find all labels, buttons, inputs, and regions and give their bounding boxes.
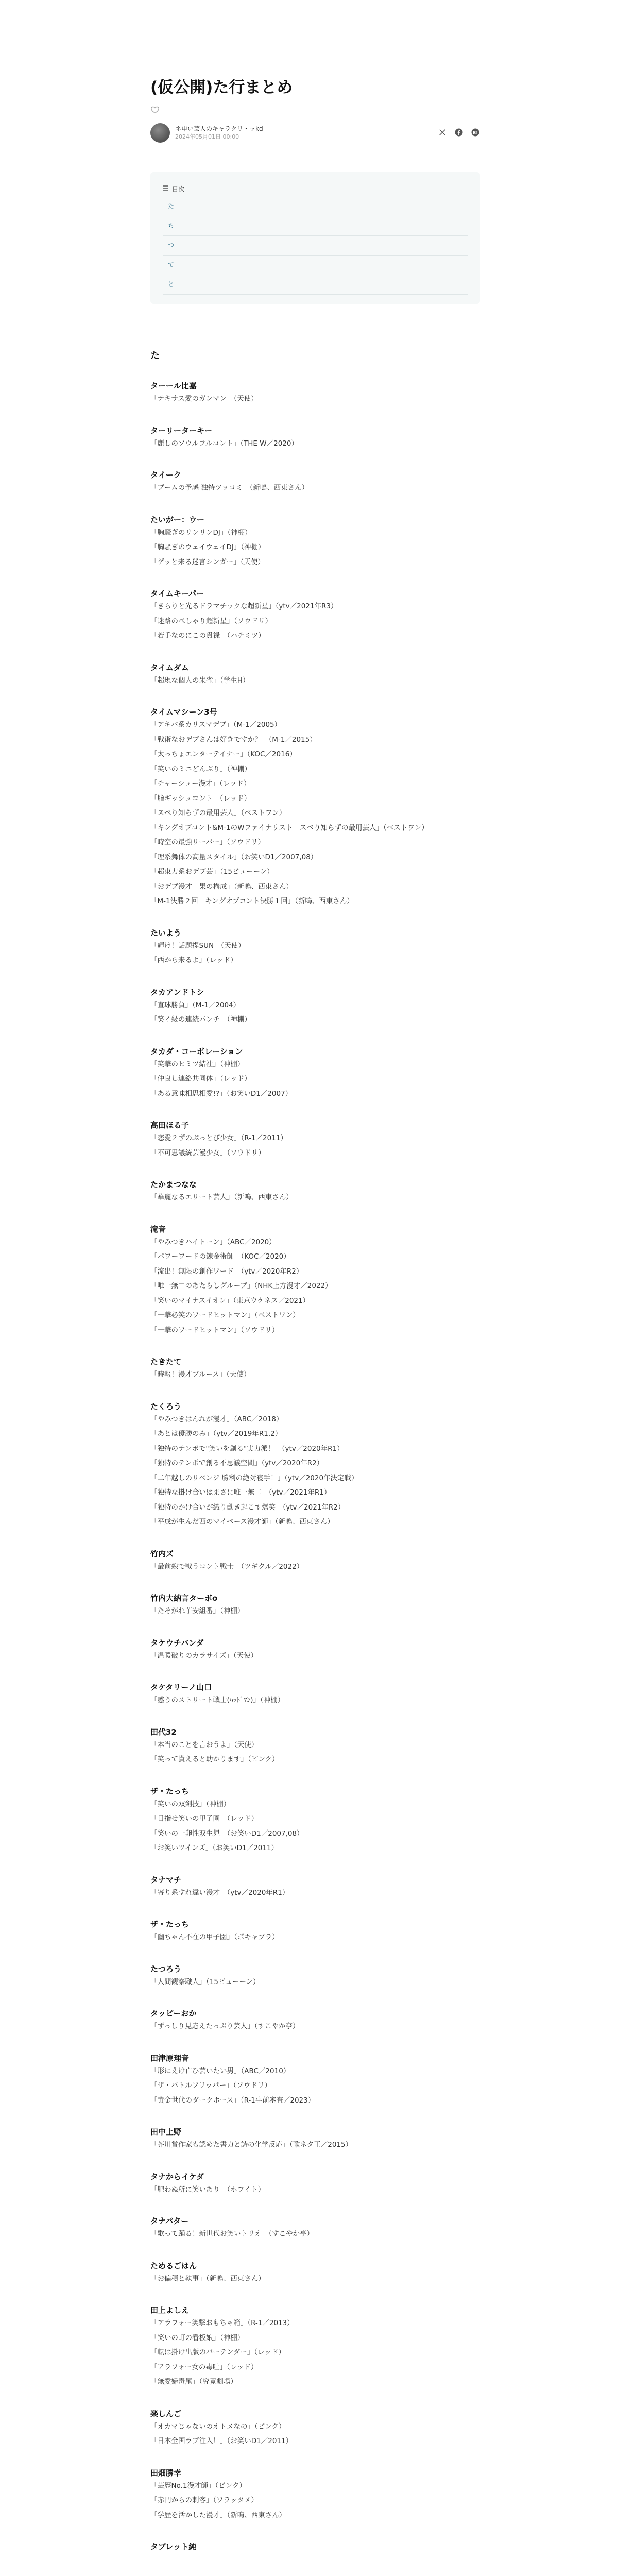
catchphrase-line: 「一撃必笑のワードヒットマン」（ベストワン） — [150, 1311, 300, 1320]
comedian-name: 竹内ズ — [150, 1549, 174, 1558]
svg-text:B!: B! — [472, 130, 478, 135]
comedian-entry — [150, 1874, 480, 1901]
comedian-name: タナマチ — [150, 1875, 182, 1885]
catchphrase-line: 「輝け！話題提SUN」（天使） — [150, 941, 245, 950]
comedian-entry — [150, 1046, 480, 1101]
catchphrase-line: 「アキバ系カリスマデブ」（M-1／2005） — [150, 721, 282, 730]
catchphrase-line: 「胸騒ぎのリンリンDJ」（神棚） — [150, 528, 252, 537]
comedian-name: 竹内大納言ターボo — [150, 1594, 218, 1603]
catchphrase-line: 「芸歴No.1漫才師」（ピンク） — [150, 2481, 246, 2490]
comedian-name: たいよう — [150, 928, 182, 938]
comedian-entry — [150, 1179, 480, 1205]
catchphrase-line: 「無愛婦毒尾」（究竟劇場） — [150, 2378, 237, 2386]
comedian-entry — [150, 2053, 480, 2108]
catchphrase-line: 「赤門からの刺客」（ワラッタメ） — [150, 2496, 258, 2505]
comedian-entry — [150, 1120, 480, 1160]
catchphrase-line: 「笑撃のヒミツ結社」（神棚） — [150, 1060, 245, 1069]
x-icon[interactable] — [438, 128, 447, 137]
catchphrase-line: 「笑って貰えると助かります」（ピンク） — [150, 1755, 279, 1764]
catchphrase-line: 「アラフォー笑撃おもちゃ箱」（R-1／2013） — [150, 2319, 294, 2328]
catchphrase-line: 「最前線で戦うコント戦士」（ツギクル／2022） — [150, 1562, 304, 1571]
catchphrase-line: 「時空の最強リーパー」（ソウドリ） — [150, 838, 265, 847]
comedian-name: たきたて — [150, 1357, 182, 1367]
comedian-entry — [150, 706, 480, 909]
catchphrase-line: 「笑いのマイナスイオン」（東京ウケネス／2021） — [150, 1296, 310, 1305]
comedian-name: 滝音 — [150, 1224, 166, 1234]
comedian-name: タナからイケダ — [150, 2172, 204, 2181]
catchphrase-line: 「日本全国ラブ注入！」（お笑いD1／2011） — [150, 2437, 293, 2446]
comedian-entry — [150, 1356, 480, 1382]
catchphrase-line: 「歌って踊る！新世代お笑いトリオ」（すこやか亭） — [150, 2230, 314, 2239]
comedian-name: ザ・たっち — [150, 1920, 190, 1929]
catchphrase-line: 「おデブ漫才 果の構成」（新鳴、西東さん） — [150, 882, 293, 891]
catchphrase-line: 「テキサス愛のガンマン」（天使） — [150, 395, 258, 403]
table-of-contents — [150, 172, 480, 304]
comedian-name: たくろう — [150, 1401, 182, 1411]
catchphrase-line: 「温暖破りのカラサイズ」（天使） — [150, 1651, 258, 1660]
catchphrase-line: 「お偏積と執事」（新鳴、西東さん） — [150, 2274, 265, 2283]
comedian-name: ターール比嘉 — [150, 381, 197, 391]
comedian-entry — [150, 987, 480, 1027]
comedian-list — [150, 380, 480, 2552]
catchphrase-line: 「オカマじゃないのオトメなの」（ピンク） — [150, 2422, 286, 2431]
article-title: (仮公開)た行まとめ — [150, 78, 293, 97]
catchphrase-line: 「胸騒ぎのウェイウェイDJ」（神棚） — [150, 543, 265, 552]
comedian-name: 楽しんご — [150, 2409, 182, 2418]
comedian-entry — [150, 1786, 480, 1856]
comedian-name: タカアンドトシ — [150, 987, 204, 997]
catchphrase-line: 「チャーシュー漫才」（レッド） — [150, 779, 251, 788]
catchphrase-line: 「芥川賞作家も認めた書力と詩の化学反応」（歌ネタ王／2015） — [150, 2141, 353, 2149]
catchphrase-line: 「平成が生んだ西のマイペース漫才師」（新鳴、西東さん） — [150, 1518, 334, 1527]
comedian-entry — [150, 514, 480, 570]
catchphrase-line: 「黄金世代のダークホース」（R-1事前審査／2023） — [150, 2096, 315, 2105]
catchphrase-line: 「惑うのストリート戦士(ﾊｯﾄﾞﾏﾝ)」（神棚） — [150, 1696, 285, 1705]
catchphrase-line: 「笑いのミニどんぶり」（神棚） — [150, 765, 251, 773]
catchphrase-line: 「本当のことを言おうよ」（天使） — [150, 1740, 259, 1749]
catchphrase-line: 「寄り系すれ違い漫才」（ytv／2020年R1） — [150, 1888, 289, 1897]
comedian-entry — [150, 1592, 480, 1619]
comedian-name: 田代32 — [150, 1727, 177, 1737]
catchphrase-line: 「迷路のぺしゃり超新星」（ソウドリ） — [150, 617, 272, 625]
catchphrase-line: 「太っちょエンターテイナー」（KOC／2016） — [150, 750, 297, 759]
catchphrase-line: 「たそがれ芋安組番」（神棚） — [150, 1607, 245, 1616]
catchphrase-line: 「目指せ笑いの甲子園」（レッド） — [150, 1815, 259, 1823]
comedian-name: 田中上野 — [150, 2127, 182, 2137]
catchphrase-line: 「超現な個人の朱雀」（学生H） — [150, 676, 250, 685]
comedian-entry — [150, 2541, 480, 2552]
comedian-entry — [150, 380, 480, 406]
comedian-name: ザ・たっち — [150, 1786, 190, 1796]
catchphrase-line: 「アラフォー女の毒吐」（レッド） — [150, 2363, 258, 2371]
author-row — [150, 122, 480, 144]
author-name[interactable]: ネ申い芸人のキャラクリ・ッkd — [175, 125, 263, 133]
comedian-name: タナパター — [150, 2216, 189, 2226]
catchphrase-line: 「恋愛２ずのぷっとび少女」（R-1／2011） — [150, 1134, 287, 1143]
comedian-entry — [150, 2126, 480, 2153]
catchphrase-line: 「麗しのソウルフルコント」（THE W／2020） — [150, 439, 298, 448]
heart-icon[interactable] — [150, 105, 160, 114]
comedian-name: タッピーおか — [150, 2009, 197, 2019]
catchphrase-line: 「独特な掛け合いはまさに唯一無二」（ytv／2021年R1） — [150, 1488, 331, 1497]
comedian-entry — [150, 2260, 480, 2286]
catchphrase-line: 「やみつきはんれが漫才」（ABC／2018） — [150, 1415, 283, 1423]
post-date: 2024年05月01日 00:00 — [175, 133, 239, 141]
comedian-entry — [150, 2304, 480, 2389]
toc-item[interactable]: て — [163, 256, 468, 275]
catchphrase-line: 「ある意味相思相愛!?」（お笑いD1／2007） — [150, 1089, 293, 1098]
catchphrase-line: 「二年越しのリベンジ 勝利の絶対寝手！」（ytv／2020年決定戦） — [150, 1473, 358, 1482]
catchphrase-line: 「理系舞体の高量スタイル」（お笑いD1／2007,08） — [150, 853, 318, 861]
catchphrase-line: 「人間観察職人」（15ビューーン） — [150, 1977, 260, 1986]
comedian-entry — [150, 469, 480, 496]
comedian-name: 田津原理音 — [150, 2053, 190, 2063]
catchphrase-line: 「不可思議統芸漫少女」（ソウドリ） — [150, 1148, 265, 1157]
catchphrase-line: 「西から来るよ」（レッド） — [150, 956, 237, 965]
catchphrase-line: 「パワーワードの錬金術師」（KOC／2020） — [150, 1252, 290, 1261]
toc-header[interactable] — [163, 183, 468, 194]
catchphrase-line: 「ゲッと来る迷言シンガー」（天使） — [150, 557, 265, 566]
catchphrase-line: 「あとは優勝のみ」（ytv／2019年R1,2） — [150, 1430, 282, 1438]
catchphrase-line: 「華麗なるエリート芸人」（新鳴、西東さん） — [150, 1193, 293, 1202]
catchphrase-line: 「戦術なおデブさんは好きですか？」（M-1／2015） — [150, 735, 317, 744]
like-row — [150, 105, 480, 114]
catchphrase-line: 「笑いの町の看板娘」（神棚） — [150, 2333, 245, 2342]
avatar[interactable] — [150, 123, 170, 143]
toc-item[interactable]: た — [163, 197, 468, 216]
catchphrase-line: 「肥わぬ所に笑いあり」（ホワイト） — [150, 2185, 265, 2194]
catchphrase-line: 「仲良し連絡共同体」（レッド） — [150, 1075, 251, 1083]
catchphrase-line: 「幽ちゃん不在の甲子園」（ポキャブラ） — [150, 1933, 279, 1942]
catchphrase-line: 「転は掛け出版のバーテンダー」（レッド） — [150, 2348, 285, 2357]
catchphrase-line: 「独特のかけ合いが織り動き起こす爆笑」（ytv／2021年R2） — [150, 1503, 345, 1512]
comedian-name: タイーク — [150, 470, 181, 480]
comedian-name: タイムダム — [150, 663, 189, 672]
catchphrase-line: 「時報！漫才ブルース」（天使） — [150, 1370, 251, 1379]
toc-item[interactable]: と — [163, 275, 468, 295]
comedian-name: たかまつなな — [150, 1180, 197, 1190]
toc-item[interactable]: ち — [163, 216, 468, 236]
hatena-icon[interactable] — [471, 128, 480, 137]
catchphrase-line: 「ブームの予感 独特ツッコミ」（新鳴、西東さん） — [150, 484, 309, 493]
comedian-name: タイムマシーン3号 — [150, 707, 217, 717]
comedian-entry — [150, 1401, 480, 1530]
comedian-entry — [150, 2171, 480, 2197]
catchphrase-line: 「やみつきハイトーン」（ABC／2020） — [150, 1238, 276, 1246]
catchphrase-line: 「お笑いツインズ」（お笑いD1／2011） — [150, 1844, 279, 1853]
catchphrase-line: 「笑いの一卵性双生児」（お笑いD1／2007,08） — [150, 1829, 304, 1838]
comedian-entry — [150, 1224, 480, 1338]
comedian-name: 高田ほる子 — [150, 1121, 190, 1130]
catchphrase-line: 「キングオブコント&M-1のWファイナリスト スベり知らずの最用芸人」（ベストワン） — [150, 823, 428, 832]
comedian-entry — [150, 1548, 480, 1574]
comedian-entry — [150, 1682, 480, 1708]
toc-item[interactable]: つ — [163, 236, 468, 256]
comedian-entry — [150, 1637, 480, 1664]
comedian-name: タイムキーパー — [150, 589, 204, 599]
catchphrase-line: 「直球勝負」（M-1／2004） — [150, 1001, 241, 1009]
comedian-entry — [150, 927, 480, 968]
catchphrase-line: 「M-1決勝２回 キングオブコント決勝１回」（新鳴、西東さん） — [150, 897, 354, 906]
catchphrase-line: 「独特のテンポで"笑いを創る"実力派！」（ytv／2020年R1） — [150, 1444, 344, 1453]
toc-list — [163, 197, 468, 295]
facebook-icon[interactable] — [454, 128, 464, 137]
comedian-name: たつろう — [150, 1964, 182, 1974]
comedian-name: ためるごはん — [150, 2261, 197, 2270]
share-icons — [438, 128, 480, 137]
comedian-entry — [150, 1919, 480, 1945]
comedian-entry — [150, 2215, 480, 2242]
comedian-entry — [150, 1963, 480, 1990]
catchphrase-line: 「スベり知らずの最用芸人」（ベストワン） — [150, 809, 286, 818]
catchphrase-line: 「きらりと光るドラマチックな超新星」（ytv／2021年R3） — [150, 602, 338, 611]
comedian-name: 田上よしえ — [150, 2306, 190, 2315]
comedian-name: タブレット純 — [150, 2542, 197, 2552]
comedian-name: 田畑勝幸 — [150, 2468, 182, 2478]
comedian-entry — [150, 425, 480, 451]
article — [150, 0, 480, 2552]
catchphrase-line: 「学歴を活かした漫才」（新鳴、西東さん） — [150, 2511, 286, 2519]
catchphrase-line: 「超東力系おデブ芸」（15ビューーン） — [150, 868, 274, 876]
catchphrase-line: 「笑イ級の連続パンチ」（神棚） — [150, 1015, 251, 1024]
catchphrase-line: 「脂ギッシュコント」（レッド） — [150, 794, 251, 803]
section-heading: た — [150, 350, 160, 362]
comedian-entry — [150, 1726, 480, 1767]
comedian-name: たいがー：ウー — [150, 515, 205, 524]
comedian-entry — [150, 588, 480, 643]
comedian-name: ターリーターキー — [150, 426, 213, 435]
comedian-name: タケウチバンダ — [150, 1638, 204, 1648]
catchphrase-line: 「笑いの双剣技」（神棚） — [150, 1800, 231, 1808]
author-meta — [175, 125, 263, 141]
comedian-entry — [150, 662, 480, 688]
catchphrase-line: 「若手なのにこの貫禄」（ハチミツ） — [150, 632, 265, 640]
catchphrase-line: 「独特のテンポで創る不思議空間」（ytv／2020年R2） — [150, 1459, 324, 1468]
catchphrase-line: 「ずっしり見応えたっぷり芸人」（すこやか亭） — [150, 2022, 300, 2031]
catchphrase-line: 「形にえけ亡ひ芸いたい男」（ABC／2010） — [150, 2066, 290, 2075]
list-icon — [163, 185, 169, 193]
catchphrase-line: 「一撃のワードヒットマン」（ソウドリ） — [150, 1326, 279, 1334]
catchphrase-line: 「ザ・バトルフリッパー」（ソウドリ） — [150, 2081, 271, 2090]
comedian-entry — [150, 2008, 480, 2034]
catchphrase-line: 「流出！無限の創作ワード」（ytv／2020年R2） — [150, 1267, 303, 1276]
comedian-name: タケタリーノ山口 — [150, 1683, 212, 1692]
comedian-name: タカダ・コーポレーション — [150, 1046, 243, 1056]
comedian-entry — [150, 2408, 480, 2449]
comedian-entry — [150, 2467, 480, 2523]
toc-header-label: 目次 — [172, 185, 185, 193]
catchphrase-line: 「唯一無二のあたらしグルーブ」（NHK上方漫才／2022） — [150, 1282, 332, 1291]
